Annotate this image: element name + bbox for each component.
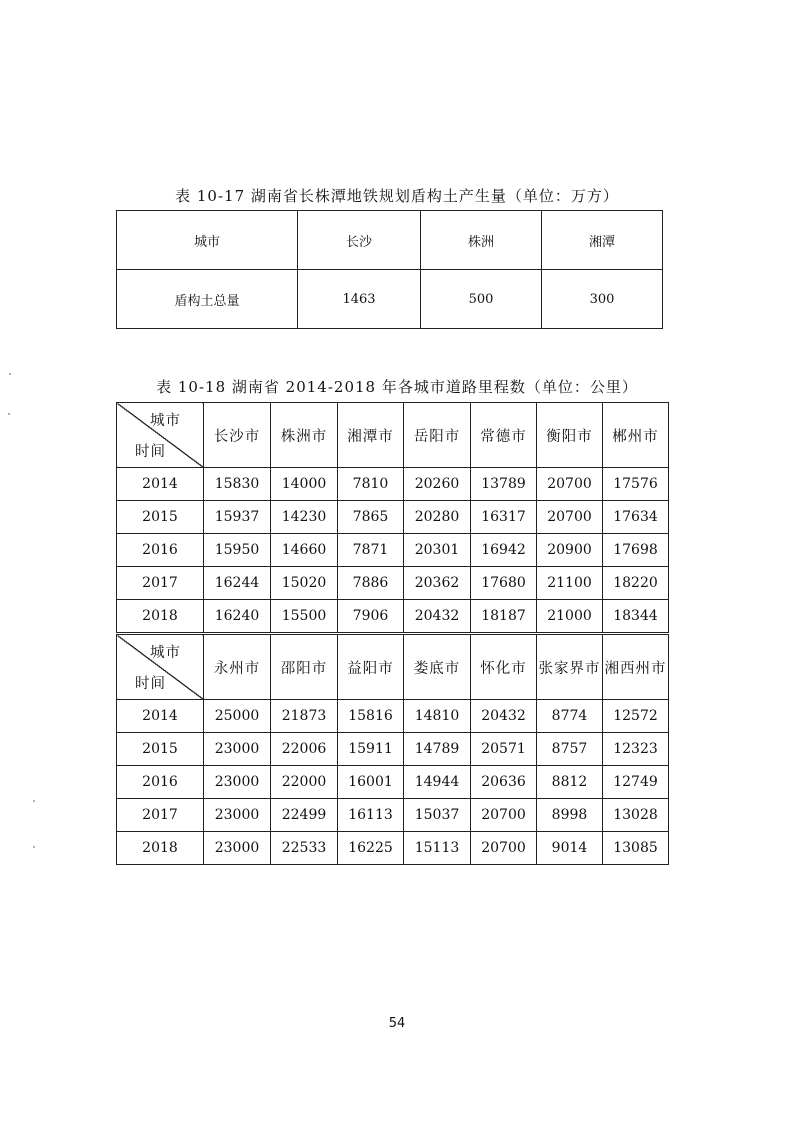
- city-header: 张家界市: [537, 635, 603, 700]
- table-row: [117, 600, 669, 633]
- mileage-cell: 12323: [603, 733, 669, 766]
- mileage-cell: 17634: [603, 501, 669, 534]
- mileage-cell: 20700: [537, 501, 603, 534]
- mileage-cell: 20362: [404, 567, 471, 600]
- mileage-cell: 20700: [471, 799, 537, 832]
- mileage-cell: 12749: [603, 766, 669, 799]
- header-cell: 湘潭: [542, 211, 663, 270]
- mileage-cell: 16113: [338, 799, 404, 832]
- city-header: 永州市: [204, 635, 271, 700]
- mileage-cell: 25000: [204, 700, 271, 733]
- year-cell: 2017: [117, 567, 204, 600]
- mileage-cell: 15911: [338, 733, 404, 766]
- diag-city-label: 城市: [150, 645, 181, 661]
- road-mileage-table-part2: [116, 634, 669, 865]
- mileage-cell: 15816: [338, 700, 404, 733]
- mileage-cell: 17680: [471, 567, 537, 600]
- mileage-cell: 15830: [204, 468, 271, 501]
- table-cell: 1463: [298, 270, 421, 329]
- mileage-cell: 9014: [537, 832, 603, 865]
- mileage-cell: 22000: [271, 766, 338, 799]
- mileage-cell: 22006: [271, 733, 338, 766]
- diag-city-label: 城市: [150, 413, 181, 429]
- table-10-17-caption: 表 10-17 湖南省长株潭地铁规划盾构土产生量（单位：万方）: [175, 187, 619, 205]
- mileage-cell: 20432: [471, 700, 537, 733]
- city-header: 益阳市: [338, 635, 404, 700]
- city-header: 怀化市: [471, 635, 537, 700]
- year-cell: 2014: [117, 468, 204, 501]
- table-header-row: [117, 211, 663, 270]
- row-label: 盾构土总量: [117, 270, 298, 329]
- mileage-cell: 23000: [204, 832, 271, 865]
- city-header: 长沙市: [204, 403, 271, 468]
- mileage-cell: 14230: [271, 501, 338, 534]
- mileage-cell: 16317: [471, 501, 537, 534]
- mileage-cell: 13789: [471, 468, 537, 501]
- mileage-cell: 22533: [271, 832, 338, 865]
- mileage-cell: 16240: [204, 600, 271, 633]
- mileage-cell: 8757: [537, 733, 603, 766]
- diag-time-label: 时间: [135, 444, 166, 460]
- year-cell: 2015: [117, 733, 204, 766]
- mileage-cell: 20432: [404, 600, 471, 633]
- scan-speck: [33, 846, 35, 848]
- mileage-cell: 15950: [204, 534, 271, 567]
- mileage-cell: 23000: [204, 766, 271, 799]
- city-header: 邵阳市: [271, 635, 338, 700]
- year-cell: 2014: [117, 700, 204, 733]
- table-header-row: [117, 635, 669, 700]
- city-header: 常德市: [471, 403, 537, 468]
- header-cell: 株洲: [421, 211, 542, 270]
- city-header: 岳阳市: [404, 403, 471, 468]
- mileage-cell: 20260: [404, 468, 471, 501]
- mileage-cell: 14000: [271, 468, 338, 501]
- header-cell: 城市: [117, 211, 298, 270]
- year-cell: 2018: [117, 832, 204, 865]
- mileage-cell: 15937: [204, 501, 271, 534]
- mileage-cell: 16244: [204, 567, 271, 600]
- mileage-cell: 7886: [338, 567, 404, 600]
- year-cell: 2016: [117, 534, 204, 567]
- year-cell: 2017: [117, 799, 204, 832]
- mileage-cell: 17576: [603, 468, 669, 501]
- mileage-cell: 14789: [404, 733, 471, 766]
- road-mileage-table-part1: [116, 402, 669, 633]
- mileage-cell: 21000: [537, 600, 603, 633]
- mileage-cell: 8774: [537, 700, 603, 733]
- table-cell: 500: [421, 270, 542, 329]
- year-cell: 2015: [117, 501, 204, 534]
- mileage-cell: 12572: [603, 700, 669, 733]
- mileage-cell: 7871: [338, 534, 404, 567]
- mileage-cell: 20636: [471, 766, 537, 799]
- mileage-cell: 14944: [404, 766, 471, 799]
- mileage-cell: 7906: [338, 600, 404, 633]
- mileage-cell: 15020: [271, 567, 338, 600]
- city-header: 株洲市: [271, 403, 338, 468]
- page-number: 54: [388, 1016, 406, 1031]
- mileage-cell: 15113: [404, 832, 471, 865]
- mileage-cell: 22499: [271, 799, 338, 832]
- table-row: [117, 468, 669, 501]
- mileage-cell: 13028: [603, 799, 669, 832]
- table-row: [117, 534, 669, 567]
- city-header: 湘潭市: [338, 403, 404, 468]
- mileage-cell: 8998: [537, 799, 603, 832]
- mileage-cell: 20280: [404, 501, 471, 534]
- table-row: [117, 501, 669, 534]
- table-row: [117, 832, 669, 865]
- year-cell: 2016: [117, 766, 204, 799]
- mileage-cell: 15500: [271, 600, 338, 633]
- scan-speck: [8, 413, 10, 415]
- mileage-cell: 16942: [471, 534, 537, 567]
- table-row: [117, 700, 669, 733]
- mileage-cell: 21100: [537, 567, 603, 600]
- table-row: [117, 799, 669, 832]
- mileage-cell: 16225: [338, 832, 404, 865]
- table-row: [117, 766, 669, 799]
- mileage-cell: 14660: [271, 534, 338, 567]
- diagonal-header-cell: [117, 635, 204, 700]
- mileage-cell: 17698: [603, 534, 669, 567]
- scan-speck: [9, 373, 11, 375]
- table-row: [117, 733, 669, 766]
- mileage-cell: 20571: [471, 733, 537, 766]
- city-header: 湘西州市: [603, 635, 669, 700]
- mileage-cell: 15037: [404, 799, 471, 832]
- mileage-cell: 14810: [404, 700, 471, 733]
- mileage-cell: 20700: [471, 832, 537, 865]
- header-cell: 长沙: [298, 211, 421, 270]
- table-header-row: [117, 403, 669, 468]
- city-header: 娄底市: [404, 635, 471, 700]
- mileage-cell: 7810: [338, 468, 404, 501]
- table-10-18-caption: 表 10-18 湖南省 2014-2018 年各城市道路里程数（单位：公里）: [156, 378, 638, 396]
- mileage-cell: 18220: [603, 567, 669, 600]
- mileage-cell: 20900: [537, 534, 603, 567]
- city-header: 衡阳市: [537, 403, 603, 468]
- mileage-cell: 8812: [537, 766, 603, 799]
- mileage-cell: 13085: [603, 832, 669, 865]
- shield-soil-table: [116, 210, 663, 329]
- year-cell: 2018: [117, 600, 204, 633]
- scan-speck: [33, 800, 35, 802]
- mileage-cell: 23000: [204, 799, 271, 832]
- mileage-cell: 23000: [204, 733, 271, 766]
- mileage-cell: 7865: [338, 501, 404, 534]
- mileage-cell: 20301: [404, 534, 471, 567]
- mileage-cell: 18344: [603, 600, 669, 633]
- table-row: [117, 270, 663, 329]
- diag-time-label: 时间: [135, 676, 166, 692]
- mileage-cell: 16001: [338, 766, 404, 799]
- table-row: [117, 567, 669, 600]
- mileage-cell: 20700: [537, 468, 603, 501]
- diagonal-header-cell: [117, 403, 204, 468]
- mileage-cell: 18187: [471, 600, 537, 633]
- city-header: 郴州市: [603, 403, 669, 468]
- table-cell: 300: [542, 270, 663, 329]
- mileage-cell: 21873: [271, 700, 338, 733]
